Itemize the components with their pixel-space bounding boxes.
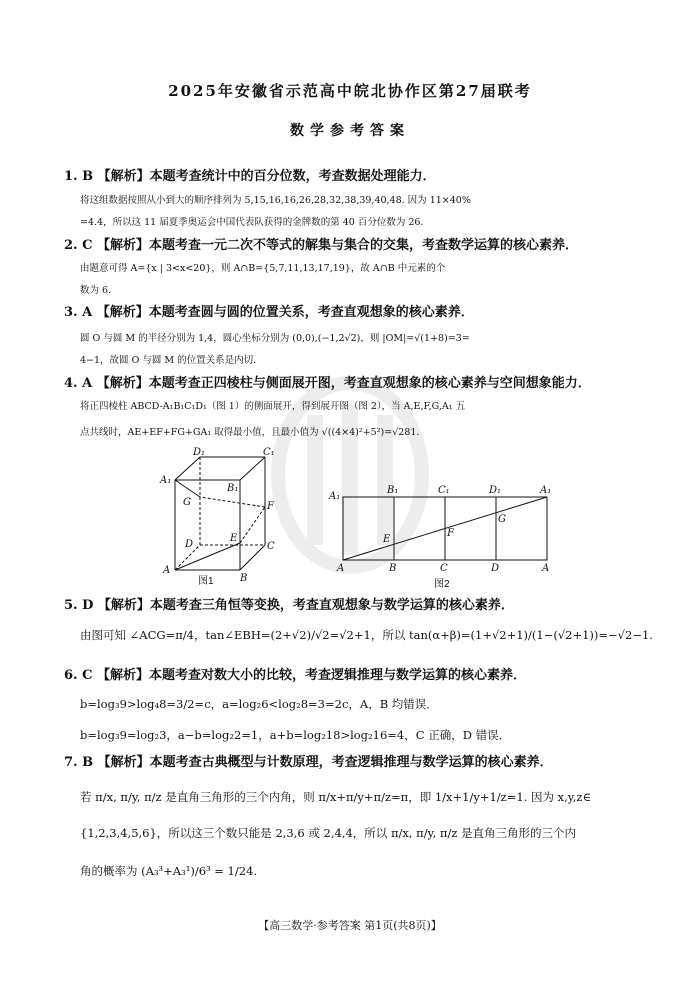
- fig2-inner-label: G: [498, 514, 506, 525]
- question-1-head: 1. B 【解析】本题考查统计中的百分位数，考查数据处理能力．: [64, 169, 436, 184]
- fig2-bottom-label: A: [337, 563, 345, 573]
- question-3-line-1: 圆 O 与圆 M 的半径分别为 1,4，圆心坐标分别为 (0,0),(−1,2√2)，则 |OM|=√(1+8)=3=: [80, 333, 470, 344]
- fig1-label: D₁: [193, 447, 206, 458]
- question-7-line-1: 若 π/x, π/y, π/z 是直角三角形的三个内角，则 π/x+π/y+π/z=π，即 1/x+1/y+1/z=1. 因为 x,y,z∈: [80, 790, 592, 804]
- question-7-line-2: {1,2,3,4,5,6}，所以这三个数只能是 2,3,6 或 2,4,4，所以 π/x, π/y, π/z 是直角三角形的三个内: [80, 826, 577, 840]
- figure-1-caption: 图1: [198, 576, 214, 587]
- fig1-label: E: [230, 533, 238, 544]
- fig1-label: B₁: [227, 483, 239, 494]
- question-7-line-3: 角的概率为 (A₃³+A₃¹)/6³ = 1/24.: [80, 864, 258, 878]
- question-2-head: 2. C 【解析】本题考查一元二次不等式的解集与集合的交集，考查数学运算的核心素养．: [64, 238, 578, 253]
- fig2-top-label: C₁: [438, 485, 450, 496]
- page-footer: 【高三数学·参考答案 第1页(共8页)】: [258, 919, 442, 932]
- fig2-top-label: B₁: [387, 485, 399, 496]
- figure-1-prism: [155, 445, 285, 585]
- fig2-bottom-label: C: [440, 563, 448, 573]
- page-subtitle: 数学参考答案: [290, 123, 410, 139]
- fig2-top-label: A₁: [329, 491, 341, 502]
- fig1-label: B: [240, 573, 248, 584]
- fig1-label: G: [183, 497, 191, 508]
- question-3-line-2: 4−1，故圆 O 与圆 M 的位置关系是内切．: [80, 355, 263, 366]
- figure-2-caption: 图2: [434, 579, 450, 590]
- fig2-top-label: D₁: [489, 485, 502, 496]
- question-1-line-2: =4.4，所以这 11 届夏季奥运会中国代表队获得的金牌数的第 40 百分位数为 26.: [80, 217, 424, 228]
- question-6-line-2: b=log₃9=log₂3，a−b=log₂2=1，a+b=log₂18>log₂16=4，C 正确，D 错误．: [80, 728, 511, 742]
- question-1-line-1: 将这组数据按照从小到大的顺序排列为 5,15,16,16,26,28,32,38,39,40,48. 因为 11×40%: [80, 195, 471, 206]
- question-2-line-2: 数为 6.: [80, 285, 112, 296]
- fig1-label: F: [267, 501, 274, 512]
- fig1-label: A: [163, 565, 171, 576]
- question-4-head: 4. A 【解析】本题考查正四棱柱与侧面展开图，考查直观想象的核心素养与空间想象能力．: [64, 376, 591, 391]
- question-7-head: 7. B 【解析】本题考查古典概型与计数原理，考查逻辑推理与数学运算的核心素养．: [64, 755, 553, 770]
- fig1-label: C₁: [263, 447, 275, 458]
- fig1-label: D: [185, 539, 194, 550]
- question-6-head: 6. C 【解析】本题考查对数大小的比较，考查逻辑推理与数学运算的核心素养．: [64, 668, 526, 683]
- question-6-line-1: b=log₃9>log₄8=3/2=c，a=log₂6<log₂8=3=2c，A，B 均错误．: [80, 697, 438, 711]
- question-5-line-1: 由图可知 ∠ACG=π/4，tan∠EBH=(2+√2)/√2=√2+1，所以 tan(α+β)=(1+√2+1)/(1−(√2+1))=−√2−1.: [80, 628, 653, 642]
- page-title: 2025年安徽省示范高中皖北协作区第27届联考: [168, 82, 532, 100]
- fig2-top-label: A₁: [540, 485, 552, 496]
- question-3-head: 3. A 【解析】本题考查圆与圆的位置关系，考查直观想象的核心素养．: [64, 305, 474, 320]
- fig2-bottom-label: A: [542, 563, 550, 573]
- fig2-inner-label: F: [447, 528, 454, 539]
- fig2-bottom-label: D: [491, 563, 500, 573]
- question-5-head: 5. D 【解析】本题考查三角恒等变换，考查直观想象与数学运算的核心素养．: [64, 598, 514, 613]
- question-4-line-1: 将正四棱柱 ABCD-A₁B₁C₁D₁（图 1）的侧面展开，得到展开图（图 2），当 A,E,F,G,A₁ 五: [80, 401, 466, 412]
- fig2-bottom-label: B: [389, 563, 397, 573]
- question-2-line-1: 由题意可得 A={x | 3<x<20}，则 A∩B={5,7,11,13,17,19}，故 A∩B 中元素的个: [80, 263, 446, 274]
- fig1-label: C: [267, 541, 275, 552]
- fig1-label: A₁: [160, 475, 172, 486]
- question-4-line-2: 点共线时，AE+EF+FG+GA₁ 取得最小值，且最小值为 √((4×4)²+5²)=√281.: [80, 427, 420, 438]
- figure-2-unfolded: [325, 483, 560, 573]
- fig2-inner-label: E: [383, 534, 391, 545]
